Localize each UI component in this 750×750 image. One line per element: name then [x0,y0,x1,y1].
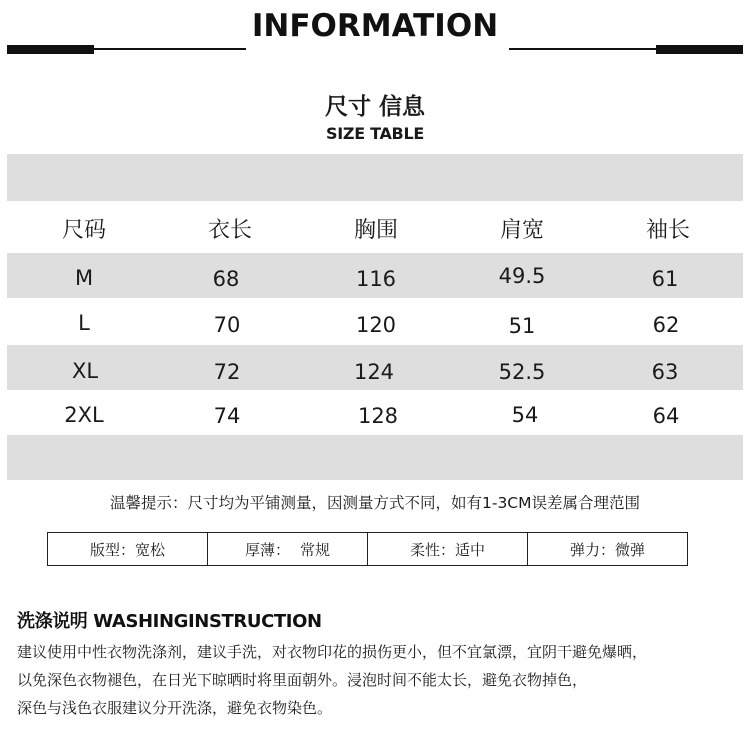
table-cell-size-l: L [78,311,90,335]
table-cell-size-2xl: 2XL [64,403,104,427]
column-header-chest: 胸围 [353,218,398,243]
table-cell-chest-xl: 124 [353,360,395,384]
washing-line-1: 建议使用中性衣物洗涤剂，建议手洗，对衣物印花的损伤更小，但不宜氯漂，宜阴干避免爆晒， [17,643,648,661]
column-header-size: 尺码 [61,218,106,243]
table-cell-sleeve-l: 62 [652,313,680,337]
header-title: INFORMATION [251,8,499,44]
attribute-fit-label: 版型： [89,540,135,559]
table-cell-shoulder-l: 51 [508,314,536,338]
table-cell-size-xl: XL [71,359,99,383]
column-header-sleeve: 袖长 [645,218,690,243]
attribute-stretch-value: 微弹 [615,540,646,559]
table-band-bottom [7,435,743,480]
washing-line-3: 深色与浅色衣服建议分开洗涤，避免衣物染色。 [17,699,333,717]
table-cell-shoulder-2xl: 54 [511,403,539,427]
size-title-cn: 尺寸 信息 [324,94,425,120]
attribute-thickness [208,533,368,565]
column-header-shoulder: 肩宽 [499,218,544,243]
attribute-elasticity-label: 柔性： [409,540,455,559]
table-cell-length-2xl: 74 [213,404,241,428]
attributes-box [47,532,688,566]
table-cell-chest-l: 120 [355,313,397,337]
header-right-thin-line [509,48,656,50]
table-cell-chest-m: 116 [355,267,397,291]
table-cell-shoulder-xl: 52.5 [498,360,546,384]
header-right-thick-bar [656,45,743,54]
attribute-fit-value: 宽松 [135,540,166,559]
measurement-note: 温馨提示：尺寸均为平铺测量，因测量方式不同，如有1-3CM误差属合理范围 [109,494,640,512]
washing-title: 洗涤说明 WASHINGINSTRUCTION [17,611,322,632]
attribute-stretch [528,533,687,565]
table-cell-sleeve-xl: 63 [651,360,679,384]
table-cell-length-m: 68 [212,267,240,291]
table-cell-length-l: 70 [213,313,241,337]
table-cell-size-m: M [74,266,94,290]
table-cell-shoulder-m: 49.5 [498,264,546,288]
size-title-en: SIZE TABLE [326,124,424,143]
header-left-thick-bar [7,45,94,54]
attribute-thickness-value: 常规 [300,540,331,559]
table-cell-chest-2xl: 128 [357,404,399,428]
header-left-thin-line [94,48,246,50]
attribute-fit [48,533,208,565]
column-header-length: 衣长 [207,218,252,243]
attribute-thickness-label: 厚薄： [244,540,290,559]
table-cell-length-xl: 72 [213,360,241,384]
table-cell-sleeve-m: 61 [651,267,679,291]
washing-line-2: 以免深色衣物褪色，在日光下晾晒时将里面朝外。浸泡时间不能太长，避免衣物掉色， [17,671,588,689]
table-cell-sleeve-2xl: 64 [652,404,680,428]
table-band-top [7,154,743,201]
attribute-elasticity-value: 适中 [455,540,486,559]
attribute-elasticity [368,533,528,565]
attribute-stretch-label: 弹力： [569,540,615,559]
